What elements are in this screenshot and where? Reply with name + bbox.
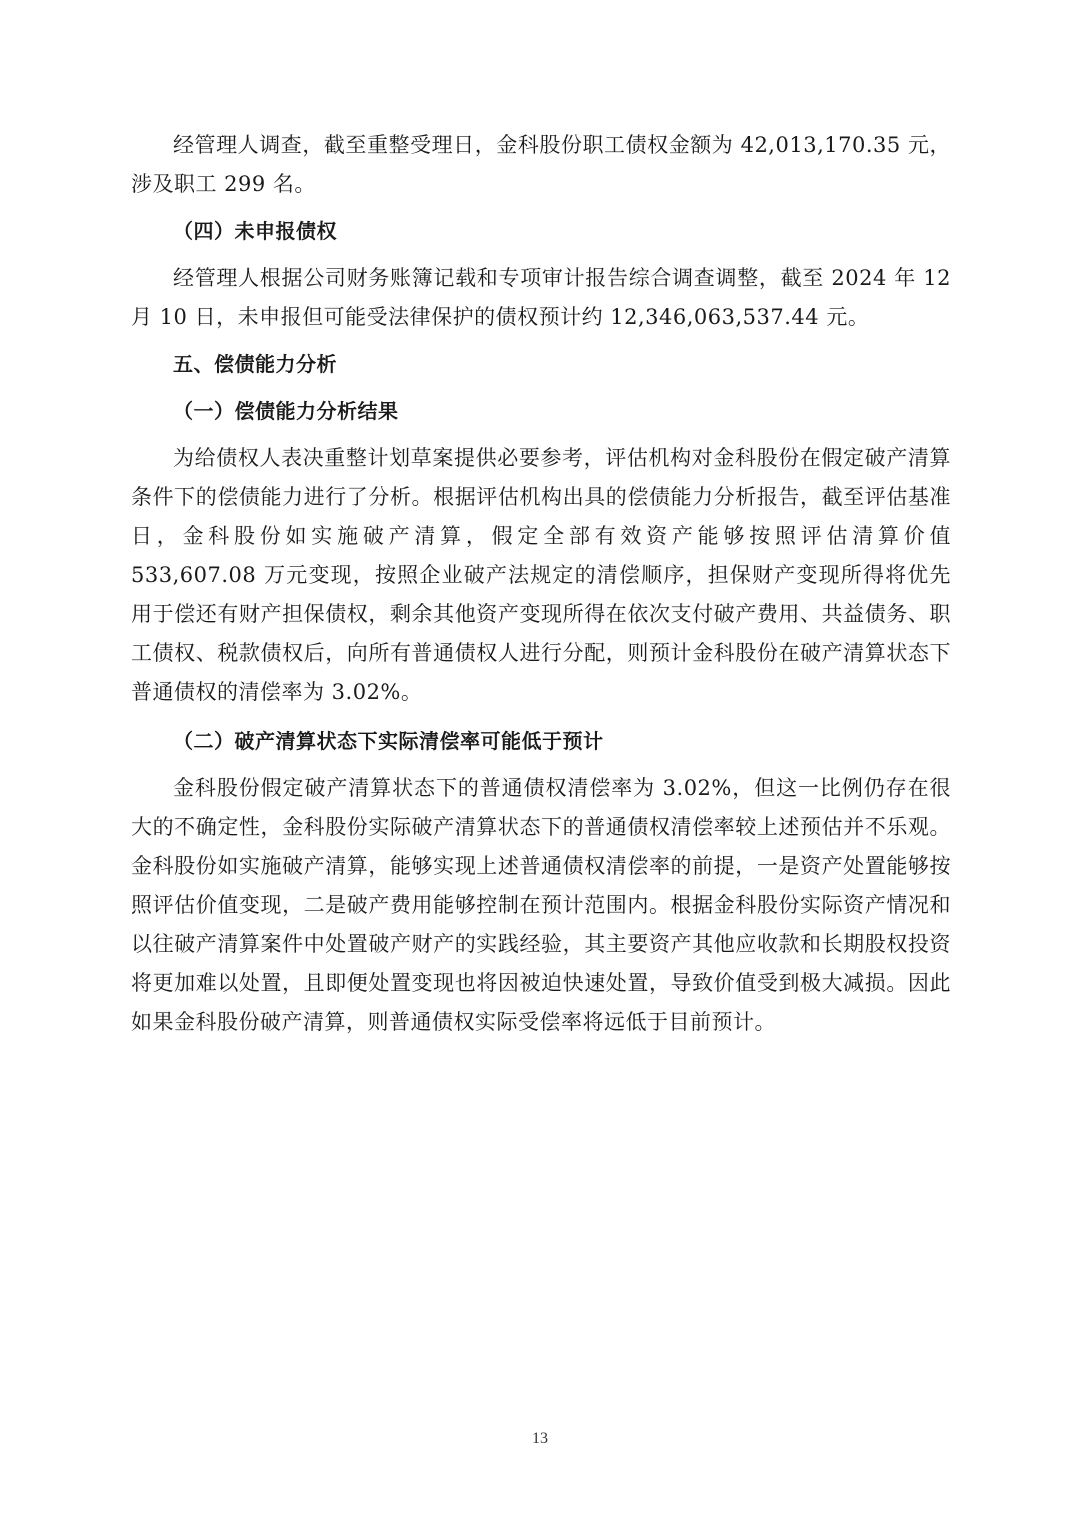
paragraph-actual-rate-lower: 金科股份假定破产清算状态下的普通债权清偿率为 3.02%，但这一比例仍存在很大的不确定性，金科股份实际破产清算状态下的普通债权清偿率较上述预估并不乐观。金科股份如实施破产清算，能够实现上述普通债权清偿率的前提，一是资产处置能够按照评估价值变现，二是破产费用能够控制在预计范围内。根据金科股份实际资产情况和以往破产清算案件中处置破产财产的实践经验，其主要资产其他应收款和长期股权投资将更加难以处置，且即便处置变现也将因被迫快速处置，导致价值受到极大减损。因此如果金科股份破产清算，则普通债权实际受偿率将远低于目前预计。: [131, 776, 951, 1034]
heading-actual-rate-lower: （二）破产清算状态下实际清偿率可能低于预计: [173, 729, 604, 753]
spacer: [131, 204, 951, 212]
spacer: [131, 384, 951, 392]
paragraph-employee-claims: 经管理人调查，截至重整受理日，金科股份职工债权金额为 42,013,170.35 元，涉及职工 299 名。: [131, 133, 951, 196]
spacer: [131, 761, 951, 769]
spacer: [131, 337, 951, 345]
paragraph-analysis-results: 为给债权人表决重整计划草案提供必要参考，评估机构对金科股份在假定破产清算条件下的偿债能力进行了分析。根据评估机构出具的偿债能力分析报告，截至评估基准日，金科股份如实施破产清算，假定全部有效资产能够按照评估清算价值 533,607.08 万元变现，按照企业破产法规定的清偿顺序，担保财产变现所得将优先用于偿还有财产担保债权，剩余其他资产变现所得在依次支付破产费用、共益债务、职工债权、税款债权后，向所有普通债权人进行分配，则预计金科股份在破产清算状态下普通债权的清偿率为 3.02%。: [131, 446, 951, 704]
spacer: [131, 431, 951, 439]
heading-unreported-claims: （四）未申报债权: [173, 219, 337, 243]
page-number: 13: [532, 1430, 548, 1447]
heading-analysis-results: （一）偿债能力分析结果: [173, 399, 399, 423]
heading-solvency-analysis: 五、偿债能力分析: [173, 352, 337, 376]
paragraph-unreported-claims: 经管理人根据公司财务账簿记载和专项审计报告综合调查调整，截至 2024 年 12 月 10 日，未申报但可能受法律保护的债权预计约 12,346,063,537.44 元。: [131, 266, 951, 329]
spacer: [131, 712, 951, 722]
document-body: [131, 126, 951, 1042]
spacer: [131, 251, 951, 259]
